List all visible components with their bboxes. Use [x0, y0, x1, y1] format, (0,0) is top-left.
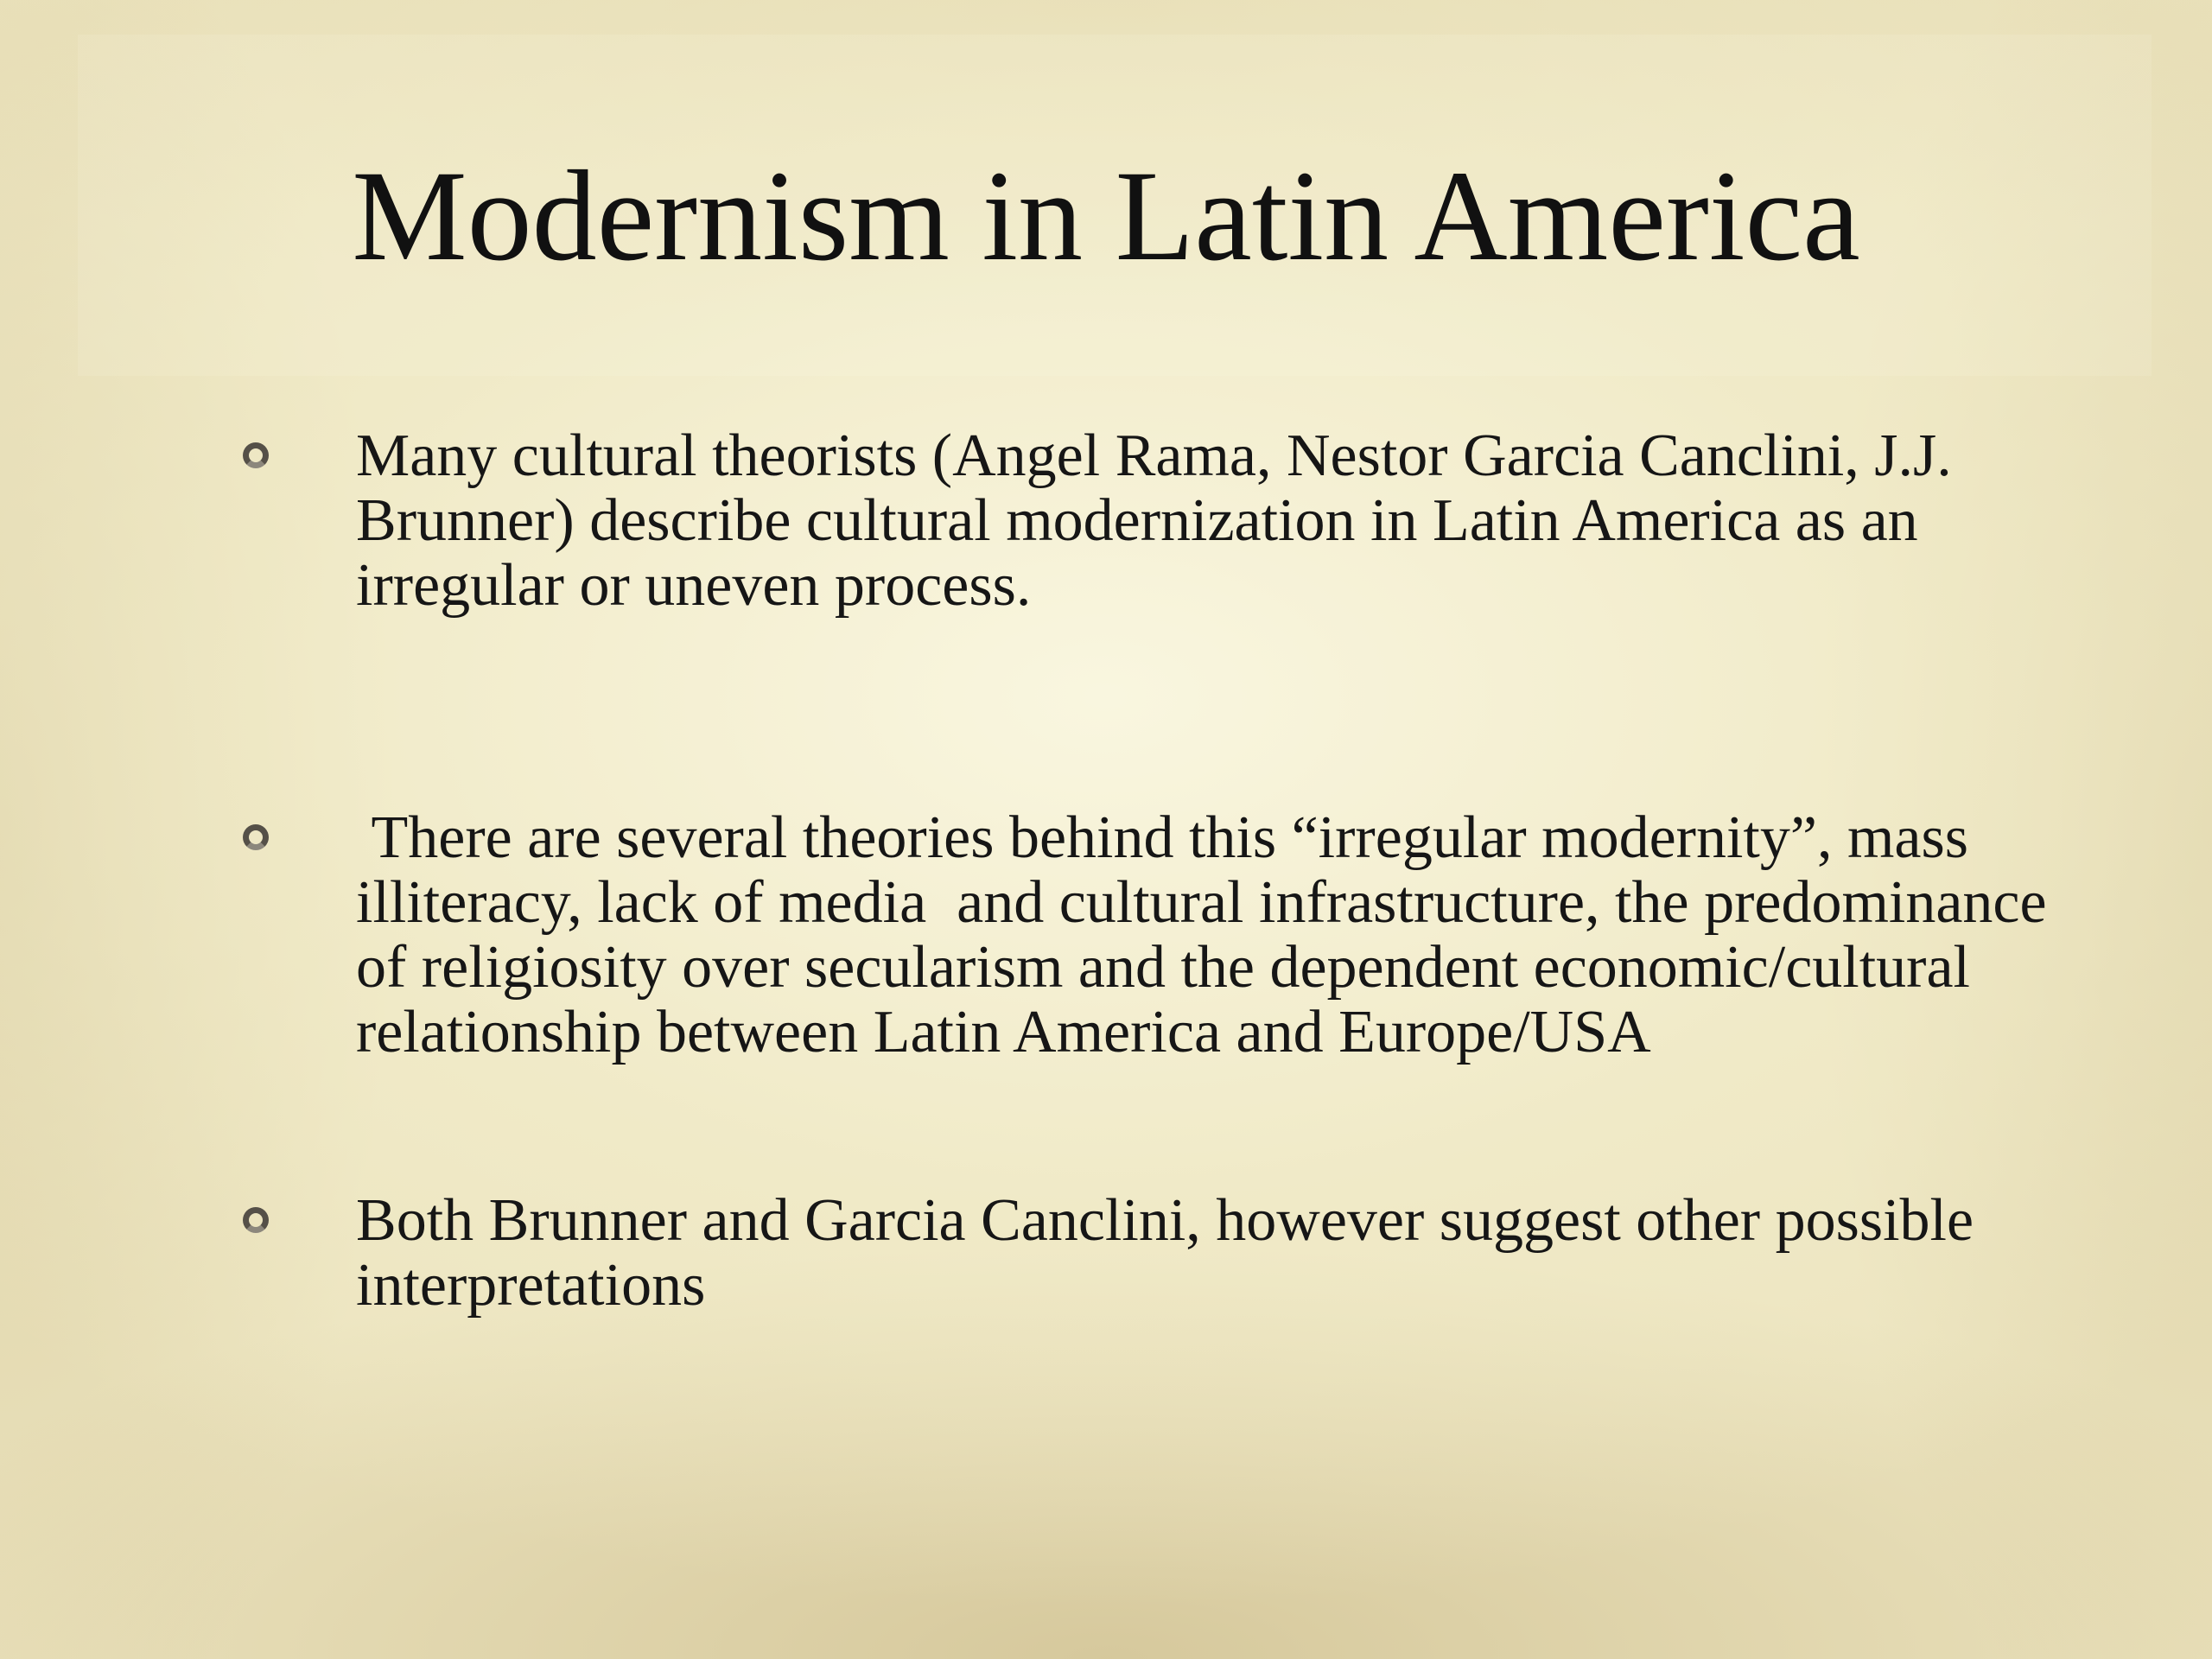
- bullet-list: [238, 423, 2063, 1319]
- ring-bullet-icon: [243, 1207, 269, 1233]
- slide-title: Modernism in Latin America: [352, 144, 1860, 288]
- ring-bullet-icon: [243, 442, 269, 468]
- bullet-text: Both Brunner and Garcia Canclini, however suggest other possible interpretations: [356, 1187, 1974, 1319]
- bullet-item: [238, 1188, 2084, 1318]
- ring-bullet-icon: [243, 824, 269, 850]
- bullet-text: There are several theories behind this “irregular modernity”, mass illiteracy, lack of media and cultural infrastructure, the predominance of religiosity over secularism and the dependent economic/cultural relationship between Latin America and Europe/USA: [356, 804, 2063, 1065]
- bullet-text: Many cultural theorists (Angel Rama, Nestor Garcia Canclini, J.J. Brunner) describe cultural modernization in Latin America as an irregular or uneven process.: [356, 423, 1952, 619]
- bullet-item: [238, 423, 1966, 618]
- bullet-item: [238, 805, 2084, 1065]
